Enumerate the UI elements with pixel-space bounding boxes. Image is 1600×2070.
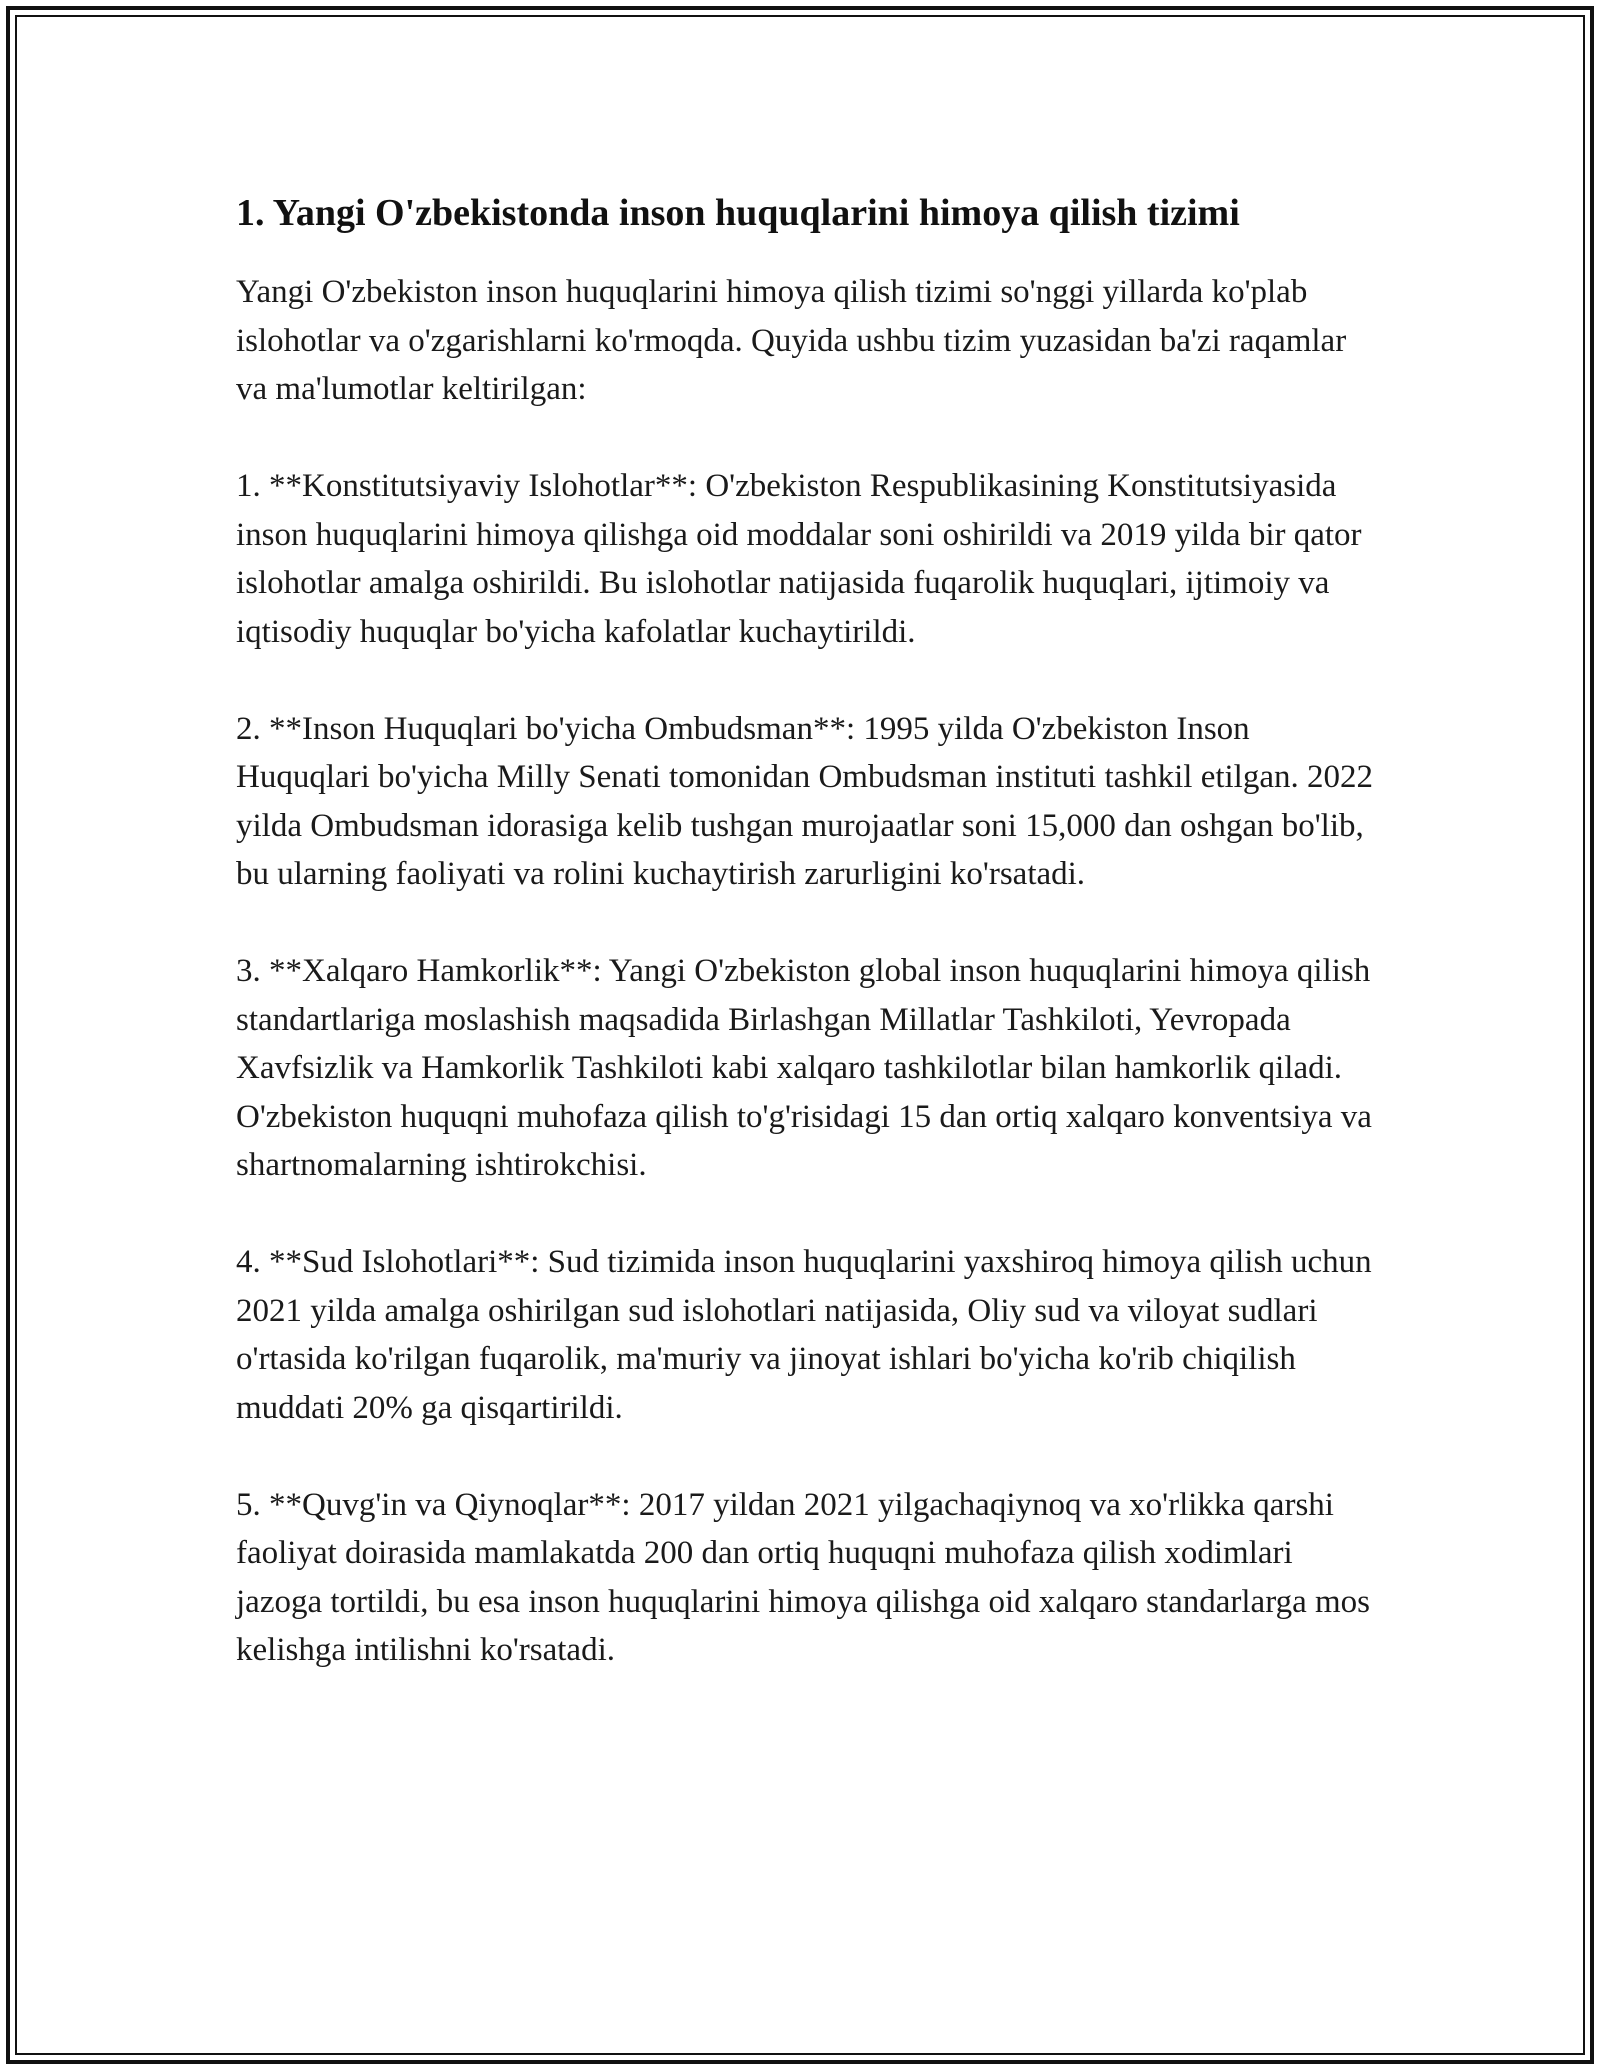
list-item-judicial-reforms: 4. **Sud Islohotlari**: Sud tizimida inson huquqlarini yaxshiroq himoya qilish uchun 2021 yilda amalga oshirilgan sud islohotlari natijasida, Oliy sud va viloyat sudlari o'rtasida ko'rilgan fuqarolik, ma'muriy va jinoyat ishlari bo'yicha ko'rib chiqilish muddati 20% ga qisqartirildi. — [236, 1244, 1372, 1426]
document-title: 1. Yangi O'zbekistonda inson huquqlarini himoya qilish tizimi — [236, 192, 1240, 234]
list-item-ombudsman: 2. **Inson Huquqlari bo'yicha Ombudsman**: 1995 yilda O'zbekiston Inson Huquqlari bo'yicha Milly Senati tomonidan Ombudsman instituti tashkil etilgan. 2022 yilda Ombudsman idorasiga kelib tushgan murojaatlar soni 15,000 dan oshgan bo'lib, bu ularning faoliyati va rolini kuchaytirish zarurligini ko'rsatadi. — [236, 710, 1374, 892]
document-body — [236, 186, 1376, 1723]
list-item-persecution-torture: 5. **Quvg'in va Qiynoqlar**: 2017 yildan 2021 yilgachaqiynoq va xo'rlikka qarshi faoliyat doirasida mamlakatda 200 dan ortiq huquqni muhofaza qilish xodimlari jazoga tortildi, bu esa inson huquqlarini himoya qilishga oid xalqaro standarlarga mos kelishga intilishni ko'rsatadi. — [236, 1486, 1370, 1668]
list-item-international-cooperation: 3. **Xalqaro Hamkorlik**: Yangi O'zbekiston global inson huquqlarini himoya qilish standartlariga moslashish maqsadida Birlashgan Millatlar Tashkiloti, Yevropada Xavfsizlik va Hamkorlik Tashkiloti kabi xalqaro tashkilotlar bilan hamkorlik qiladi. O'zbekiston huquqni muhofaza qilish to'g'risidagi 15 dan ortiq xalqaro konventsiya va shartnomalarning ishtirokchisi. — [236, 953, 1372, 1183]
list-item-constitutional-reforms: 1. **Konstitutsiyaviy Islohotlar**: O'zbekiston Respublikasining Konstitutsiyasida inson huquqlarini himoya qilishga oid moddalar soni oshirildi va 2019 yilda bir qator islohotlar amalga oshirildi. Bu islohotlar natijasida fuqarolik huquqlari, ijtimoiy va iqtisodiy huquqlar bo'yicha kafolatlar kuchaytirildi. — [236, 468, 1362, 650]
intro-paragraph: Yangi O'zbekiston inson huquqlarini himoya qilish tizimi so'nggi yillarda ko'plab islohotlar va o'zgarishlarni ko'rmoqda. Quyida ushbu tizim yuzasidan ba'zi raqamlar va ma'lumotlar keltirilgan: — [236, 274, 1347, 407]
